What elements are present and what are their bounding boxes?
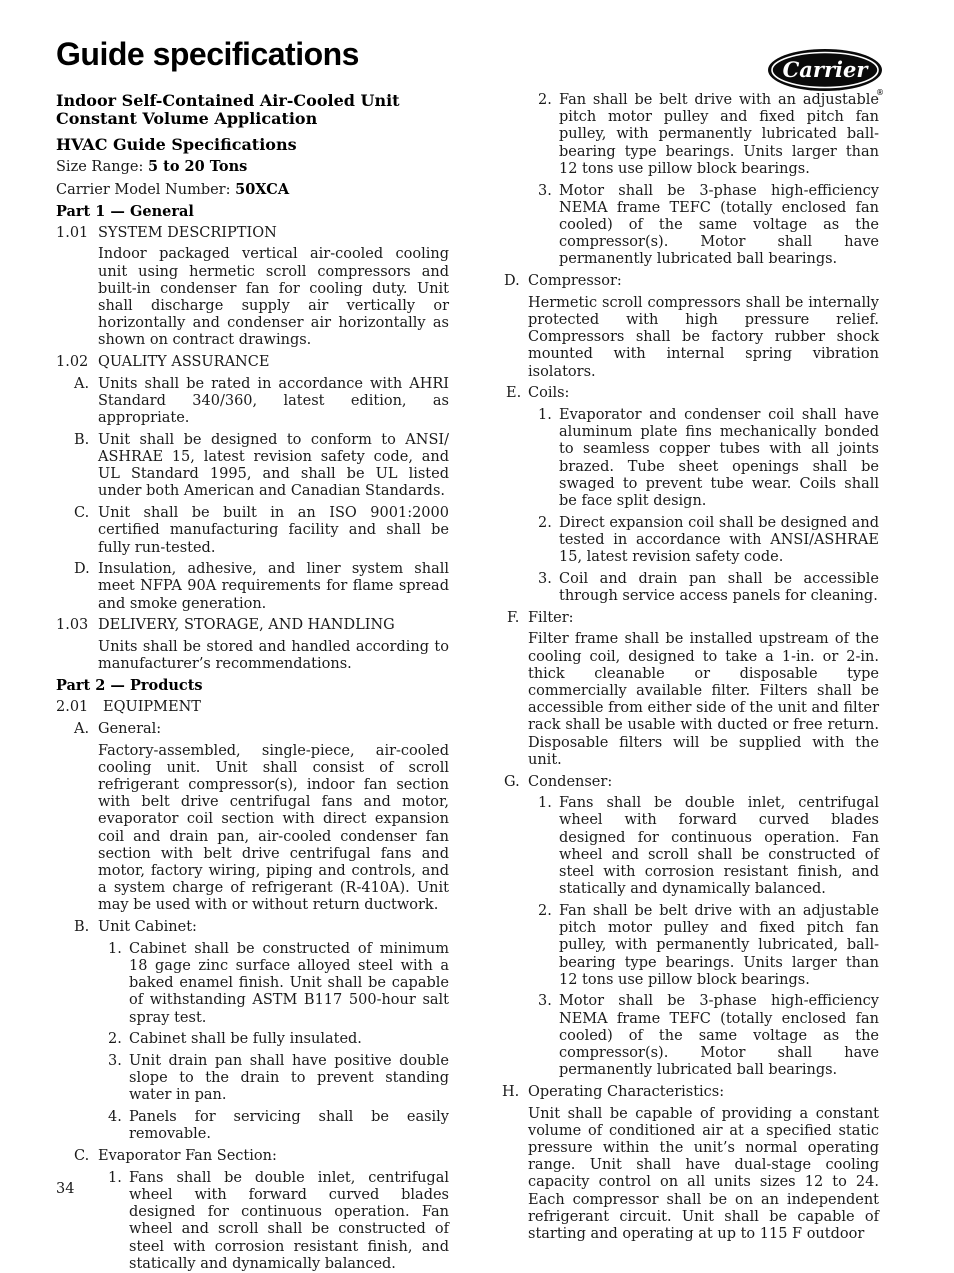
section-201-heading	[56, 699, 449, 716]
doc-heading-1: Indoor Self-Contained Air-Cooled Unit	[56, 91, 400, 110]
list-item: 2. Cabinet shall be fully insulated.	[108, 1031, 362, 1048]
list-item: 2. Fan shall be belt drive with an adjustable pitch motor pulley and fixed pitch fan pulley, with permanently lubricated, ball-bearing type bearings. Units larger than 12 tons use pillow block bearings.	[538, 902, 879, 988]
page-title: Guide specifications	[56, 36, 359, 72]
list-item: 3. Motor shall be 3-phase high-efficiency NEMA frame TEFC (totally enclosed fan cooled) of the same voltage as the compressor(s). Motor shall have permanently lubricated ball bearings.	[538, 182, 879, 268]
section-number: 1.03	[56, 617, 89, 634]
section-103-heading	[56, 617, 449, 634]
registered-mark: ®	[876, 88, 884, 97]
section-101-heading	[56, 225, 449, 242]
size-range-label: Size Range:	[56, 159, 148, 175]
left-column	[56, 92, 449, 1273]
list-item: 1. Fans shall be double inlet, centrifugal wheel with forward curved blades designed for continuous operation. Fan wheel and scroll shall be constructed of steel with corrosion resistant finish, and statically and dynamically balanced.	[538, 795, 879, 898]
hvac-heading: HVAC Guide Specifications	[56, 135, 297, 154]
size-range-value: 5 to 20 Tons	[148, 158, 248, 175]
item-b-list	[56, 941, 449, 1144]
list-item: A. Units shall be rated in accordance with AHRI Standard 340/360, latest edition, as appropriate.	[74, 375, 449, 427]
model-number	[56, 181, 449, 199]
size-range	[56, 158, 449, 176]
page-number: 34	[56, 1181, 75, 1197]
item-f-heading: F. Filter:	[507, 609, 574, 626]
section-103-text: Units shall be stored and handled according to manufacturer’s recommendations.	[98, 639, 449, 673]
section-102-heading	[56, 354, 449, 371]
section-number: 1.01	[56, 224, 89, 241]
item-b-heading: B. Unit Cabinet:	[74, 919, 197, 936]
item-h-heading: H. Operating Characteristics:	[502, 1083, 725, 1100]
item-c-heading: C. Evaporator Fan Section:	[74, 1148, 277, 1165]
section-number: 1.02	[56, 354, 89, 371]
item-c-list	[56, 1170, 449, 1273]
list-item: D. Insulation, adhesive, and liner system shall meet NFPA 90A requirements for flame spread and smoke generation.	[74, 561, 449, 612]
item-c-list-continued	[500, 92, 879, 269]
part1-heading: Part 1 — General	[56, 202, 194, 220]
item-a-heading: A. General:	[74, 720, 162, 737]
section-title: DELIVERY, STORAGE, AND HANDLING	[98, 617, 395, 634]
carrier-logo	[766, 48, 888, 98]
item-e-list	[500, 407, 879, 605]
list-item: 2. Direct expansion coil shall be designed and tested in accordance with ANSI/ASHRAE 15, latest revision safety code.	[538, 514, 879, 566]
section-number: 2.01	[56, 699, 89, 716]
item-g-heading: G. Condenser:	[504, 773, 613, 790]
doc-heading-2: Constant Volume Application	[56, 108, 318, 128]
part2-heading: Part 2 — Products	[56, 677, 203, 695]
section-title: SYSTEM DESCRIPTION	[98, 224, 277, 241]
list-item: 1. Fans shall be double inlet, centrifugal wheel with forward curved blades designed for continuous operation. Fan wheel and scroll shall be constructed of steel with corrosion resistant finish, and statically and dynamically balanced.	[108, 1169, 449, 1272]
right-column	[500, 92, 879, 1243]
item-f-text: Filter frame shall be installed upstream of the cooling coil, designed to take a 1-in. or 2-in. thick cleanable or disposable type commercially available filter. Filters shall be accessible from either side of the unit and filter rack shall be usable with ducted or free return. Disposable filters will be supplied with the unit.	[528, 631, 879, 768]
item-a-text: Factory-assembled, single-piece, air-cooled cooling unit. Unit shall consist of scroll refrigerant compressor(s), indoor fan section with belt drive centrifugal fans and motor, evaporator coil section with direct expansion coil and drain pan, air-cooled condenser fan section with belt drive centrifugal fans and motor, factory wiring, piping and controls, and a system charge of refrigerant (R-410A). Unit may be used with or without return ductwork.	[98, 742, 449, 914]
item-h-text: Unit shall be capable of providing a constant volume of conditioned air at a specified static pressure within the unit’s normal operating range. Unit shall have dual-stage cooling capacity control on all units sizes 12 to 24. Each compressor shall be on an independent refrigerant circuit. Unit shall be capable of starting and operating at up to 115 F outdoor	[528, 1105, 879, 1243]
section-title: QUALITY ASSURANCE	[98, 354, 270, 371]
list-item: 4. Panels for servicing shall be easily removable.	[108, 1109, 449, 1143]
list-item: C. Unit shall be built in an ISO 9001:2000 certified manufacturing facility and shall be fully run-tested.	[74, 505, 449, 556]
item-d-heading: D. Compressor:	[504, 273, 622, 290]
model-number-label: Carrier Model Number:	[56, 181, 236, 198]
item-e-heading: E. Coils:	[506, 385, 570, 402]
list-item: 2. Fan shall be belt drive with an adjustable pitch motor pulley and fixed pitch fan pulley, with permanently lubricated ball-bearing type bearings. Units larger than 12 tons use pillow block bearings.	[538, 92, 879, 177]
list-item: 3. Motor shall be 3-phase high-efficiency NEMA frame TEFC (totally enclosed fan cooled) of the same voltage as the compressor(s). Motor shall have permanently lubricated ball bearings.	[538, 993, 879, 1079]
list-item: 1. Cabinet shall be constructed of minimum 18 gage zinc surface alloyed steel with a baked enamel finish. Unit shall be capable of withstanding ASTM B117 500-hour salt spray test.	[108, 940, 449, 1026]
logo-text: Carrier	[782, 57, 868, 82]
section-102-items	[56, 376, 449, 613]
list-item: 3. Unit drain pan shall have positive double slope to the drain to prevent standing water in pan.	[108, 1053, 449, 1104]
list-item: B. Unit shall be designed to conform to ANSI/ ASHRAE 15, latest revision safety code, and UL Standard 1995, and shall be UL listed under both American and Canadian Standards.	[74, 431, 449, 500]
item-g-list	[500, 795, 879, 1079]
section-title: EQUIPMENT	[103, 699, 201, 716]
section-101-text: Indoor packaged vertical air-cooled cooling unit using hermetic scroll compressors and built-in condenser fan for cooling duty. Unit shall discharge supply air vertically or horizontally and condenser air horizontally as shown on contract drawings.	[98, 246, 449, 349]
model-number-value: 50XCA	[235, 180, 290, 198]
list-item: 3. Coil and drain pan shall be accessible through service access panels for cleaning.	[538, 570, 879, 604]
list-item: 1. Evaporator and condenser coil shall have aluminum plate fins mechanically bonded to seamless copper tubes with all joints brazed. Tube sheet openings shall be swaged to prevent tube wear. Coils shall be face split design.	[538, 406, 879, 509]
item-d-text: Hermetic scroll compressors shall be internally protected with high pressure relief. Compressors shall be factory rubber shock mounted with internal spring vibration isolators.	[528, 294, 879, 380]
